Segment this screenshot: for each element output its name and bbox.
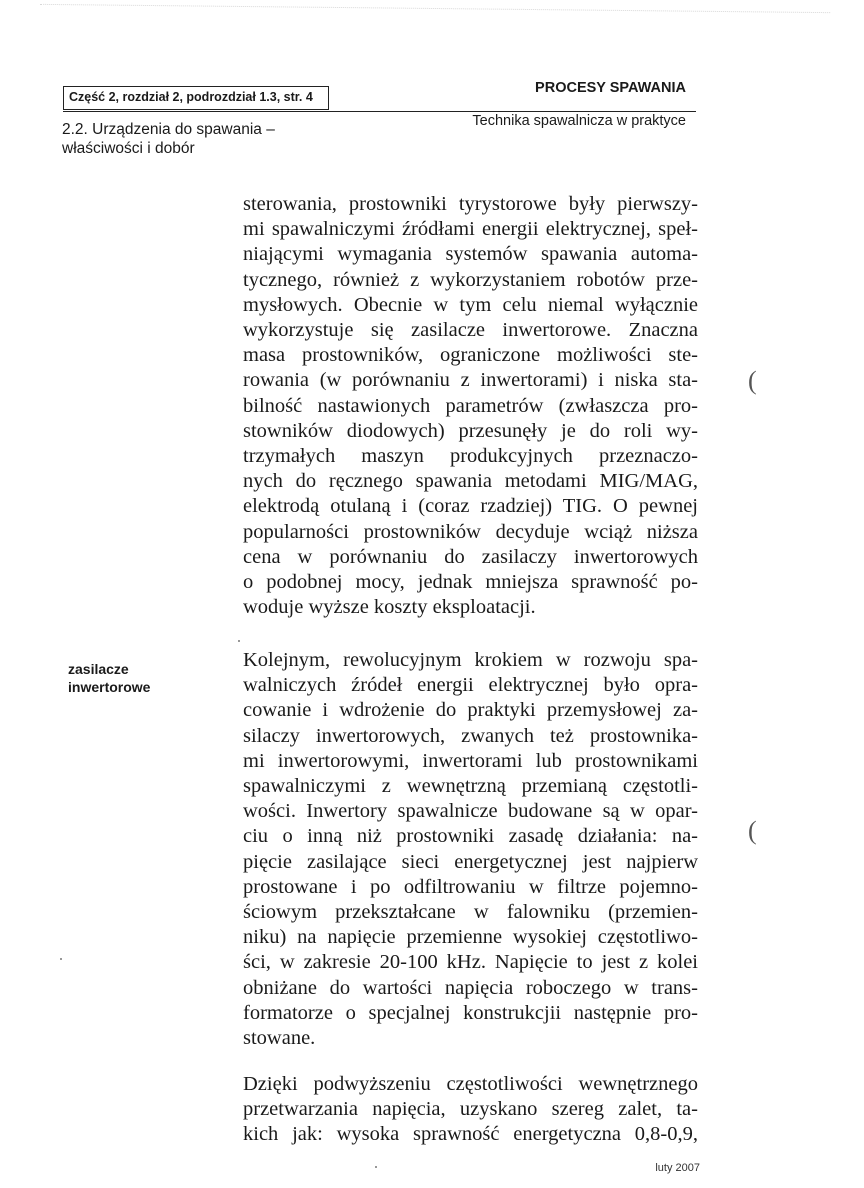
text-line: cena w porównaniu do zasilaczy inwertorowych (243, 545, 698, 568)
text-line: nych do ręcznego spawania metodami MIG/MAG, (243, 470, 698, 493)
scan-speck (238, 640, 240, 642)
text-line: walniczych źródeł energii elektrycznej było opra- (243, 674, 698, 697)
text-line: silaczy inwertorowych, zwanych też prostownika- (243, 724, 698, 747)
text-line: kich jak: wysoka sprawność energetyczna 0,8-0,9, (243, 1123, 698, 1146)
text-line: pięcie zasilające sieci energetycznej jest najpierw (243, 850, 698, 873)
scan-margin-mark: ( (748, 366, 757, 395)
scan-speck (375, 1166, 377, 1168)
text-line: mysłowych. Obecnie w tym celu niemal wyłącznie (243, 293, 698, 316)
text-line: mi spawalniczymi źródłami energii elektrycznej, speł- (243, 218, 698, 241)
text-line: ści, w zakresie 20-100 kHz. Napięcie to jest z kolei (243, 951, 698, 974)
text-line: rowania (w porównaniu z inwertorami) i niska sta- (243, 369, 698, 392)
footer-date: luty 2007 (655, 1162, 700, 1174)
text-line: elektrodą otulaną i (coraz rzadziej) TIG. O pewnej (243, 495, 698, 518)
page-header-subtitle: Technika spawalnicza w praktyce (472, 113, 686, 129)
header-rule (63, 111, 696, 112)
text-line: tycznego, również z wykorzystaniem robotów prze- (243, 268, 698, 291)
subsection-title (62, 120, 342, 158)
text-line: sterowania, prostowniki tyrystorowe były pierwszy- (243, 193, 698, 215)
text-line: masa prostowników, ograniczone możliwości ste- (243, 344, 698, 367)
text-line: cowanie i wdrożenie do praktyki przemysłowej za- (243, 699, 698, 722)
scan-artifact-dotted-line (40, 4, 830, 53)
text-line: o podobnej mocy, jednak mniejsza sprawność po- (243, 571, 698, 594)
section-reference-box: Część 2, rozdział 2, podrozdział 1.3, str. 4 (63, 86, 329, 110)
text-line: formatorze o specjalnej konstrukcjii następnie pro- (243, 1001, 698, 1024)
page-header-title: PROCESY SPAWANIA (535, 80, 686, 96)
text-line: trzymałych maszyn produkcyjnych przeznaczo- (243, 445, 698, 468)
text-line: przetwarzania napięcia, uzyskano szereg zalet, ta- (243, 1098, 698, 1121)
paragraph-1 (243, 192, 698, 620)
text-line: niku) na napięcie przemienne wysokiej częstotliwo- (243, 926, 698, 949)
text-line: mi inwertorowymi, inwertorami lub prostownikami (243, 749, 698, 772)
text-line: spawalniczymi z wewnętrzną przemianą częstotli- (243, 775, 698, 798)
scan-margin-mark: ( (748, 816, 757, 845)
text-line: ściowym przekształcane w falowniku (przemien- (243, 901, 698, 924)
margin-note-line: inwertorowe (68, 679, 151, 695)
text-line: stowane. (243, 1027, 316, 1050)
text-line: bilność nastawionych parametrów (zwłaszcza pro- (243, 394, 698, 417)
subsection-title-line: właściwości i dobór (62, 140, 195, 157)
text-line: Dzięki podwyższeniu częstotliwości wewnętrznego (243, 1073, 698, 1095)
text-line: obniżane do wartości napięcia roboczego w trans- (243, 976, 698, 999)
text-line: ciu o inną niż prostowniki zasadę działania: na- (243, 825, 698, 848)
text-line: wości. Inwertory spawalnicze budowane są w opar- (243, 800, 698, 823)
subsection-title-line: 2.2. Urządzenia do spawania – (62, 121, 275, 138)
text-line: woduje wyższe koszty eksploatacji. (243, 596, 536, 619)
paragraph-2 (243, 648, 698, 1051)
text-line: Kolejnym, rewolucyjnym krokiem w rozwoju spa- (243, 649, 698, 671)
margin-note (68, 660, 198, 696)
scan-speck (60, 958, 62, 960)
text-line: popularności prostowników decyduje wciąż niższa (243, 520, 698, 543)
text-line: niającymi wymagania systemów spawania automa- (243, 243, 698, 266)
text-line: stowników diodowych) przesunęły je do roli wy- (243, 419, 698, 442)
margin-note-line: zasilacze (68, 661, 129, 677)
text-line: prostowane i po odfiltrowaniu w filtrze pojemno- (243, 875, 698, 898)
paragraph-3 (243, 1072, 698, 1148)
text-line: wykorzystuje się zasilacze inwertorowe. Znaczna (243, 319, 698, 342)
